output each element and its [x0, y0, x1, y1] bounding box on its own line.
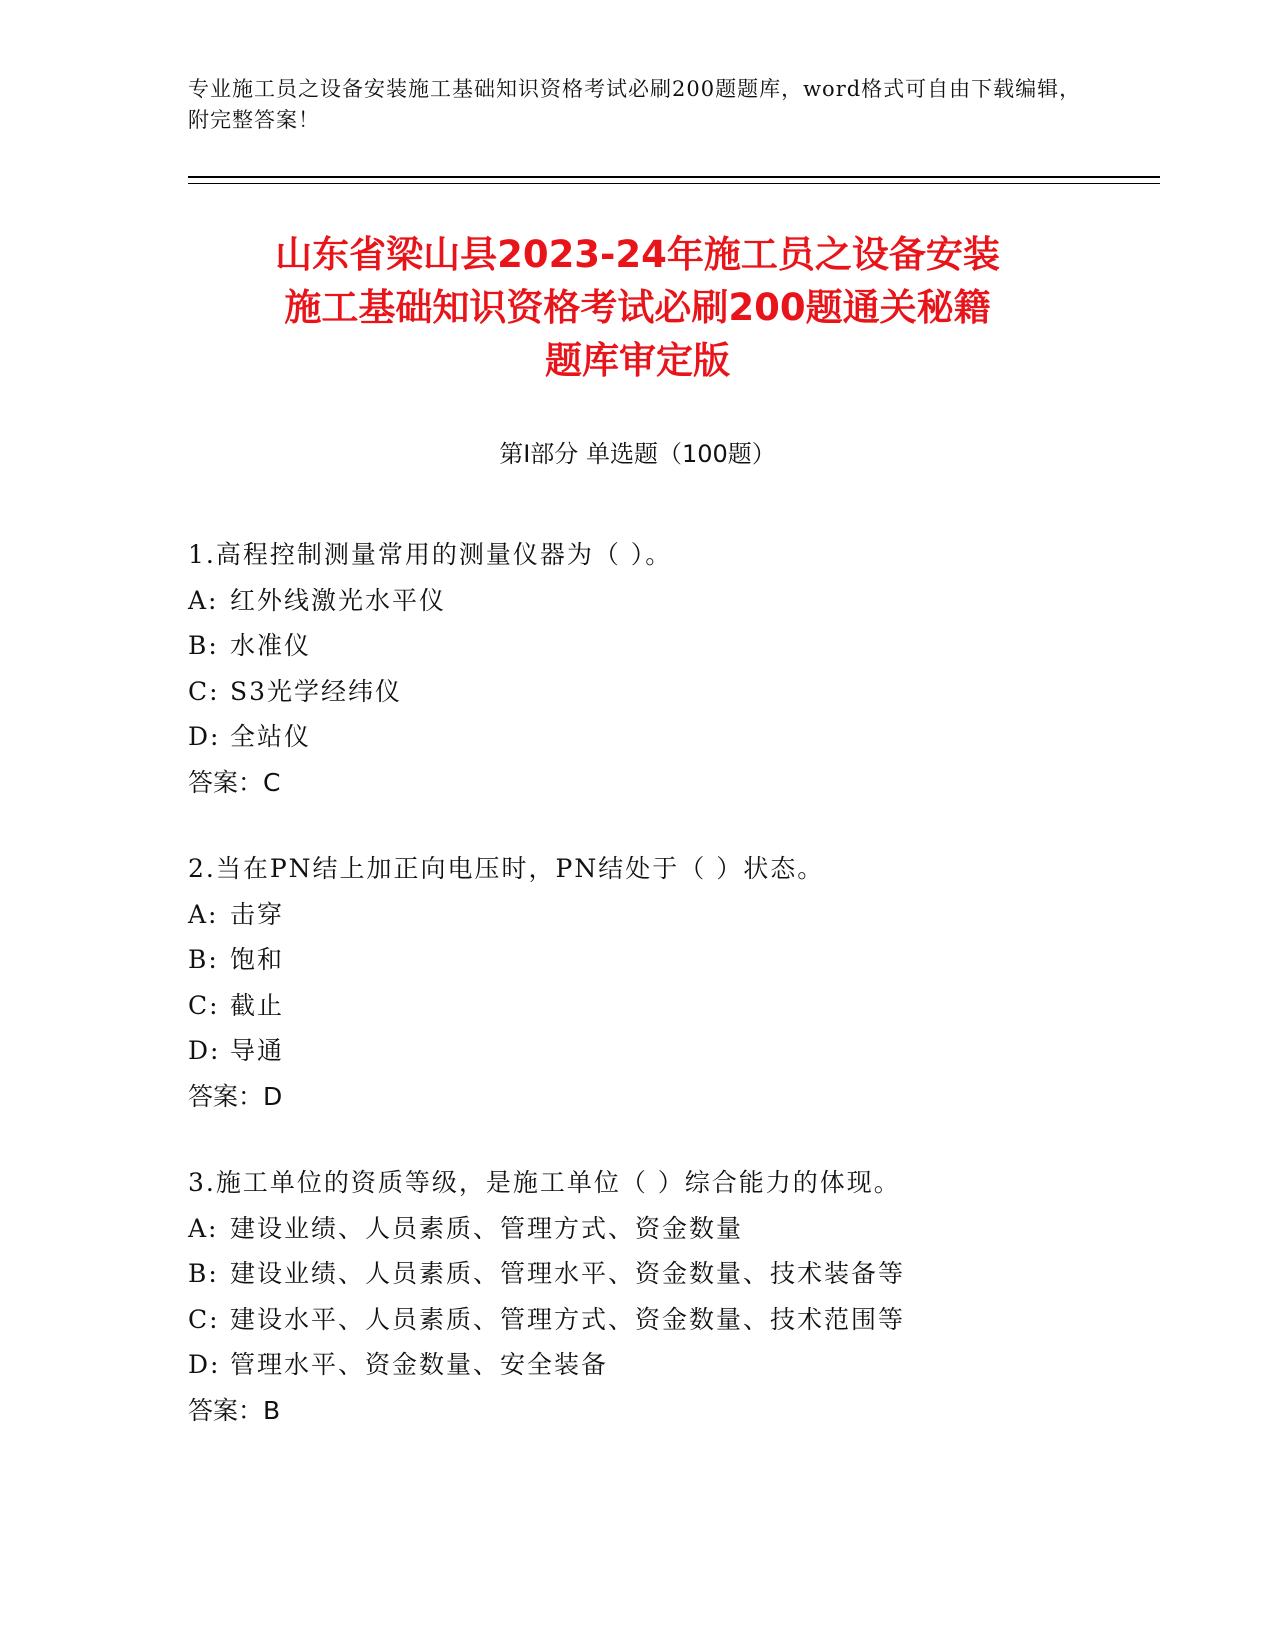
option-key: A:	[188, 1213, 219, 1243]
option-c	[188, 1297, 1148, 1343]
answer-line: 答案：B	[188, 1395, 281, 1425]
option-text: 击穿	[230, 899, 285, 929]
question-list	[188, 532, 1148, 1474]
header-divider-thin	[188, 183, 1160, 184]
option-text: 饱和	[230, 945, 285, 974]
answer-line: 答案：C	[188, 767, 281, 797]
option-text: 截止	[230, 990, 285, 1020]
option-key: D:	[188, 722, 221, 751]
option-key: C:	[188, 1304, 220, 1334]
option-a	[188, 1206, 1148, 1252]
document-title	[150, 228, 1125, 387]
option-key: B:	[188, 945, 219, 974]
option-text: 管理水平、资金数量、安全装备	[230, 1350, 609, 1379]
answer-line: 答案：D	[188, 1081, 283, 1111]
option-text: 全站仪	[230, 722, 312, 751]
option-b	[188, 623, 1148, 669]
option-text: 导通	[230, 1036, 285, 1065]
question-item	[188, 532, 1148, 805]
option-text: 红外线激光水平仪	[230, 585, 447, 615]
document-title-line-2: 施工基础知识资格考试必刷200题通关秘籍	[284, 286, 991, 329]
header-divider-thick	[188, 176, 1160, 178]
option-text: 建设业绩、人员素质、管理水平、资金数量、技术装备等	[230, 1259, 906, 1288]
option-c	[188, 983, 1148, 1029]
option-text: 建设水平、人员素质、管理方式、资金数量、技术范围等	[230, 1304, 906, 1334]
header-note: 专业施工员之设备安装施工基础知识资格考试必刷200题题库，word格式可自由下载编辑，附完整答案！	[188, 77, 1082, 132]
option-key: A:	[188, 899, 219, 929]
option-text: 建设业绩、人员素质、管理方式、资金数量	[230, 1213, 744, 1243]
option-key: C:	[188, 990, 220, 1020]
option-a	[188, 892, 1148, 938]
option-text: S3光学经纬仪	[230, 676, 403, 706]
question-item	[188, 846, 1148, 1119]
question-item	[188, 1160, 1148, 1433]
document-title-line-3: 题库审定版	[545, 339, 730, 382]
option-key: A:	[188, 585, 219, 615]
option-key: D:	[188, 1036, 221, 1065]
document-title-line-1: 山东省梁山县2023-24年施工员之设备安装	[275, 233, 1000, 276]
option-b	[188, 937, 1148, 983]
option-d	[188, 714, 1148, 760]
section-title: 第Ⅰ部分 单选题（100题）	[499, 440, 776, 468]
option-d	[188, 1028, 1148, 1074]
question-stem: 3.施工单位的资质等级，是施工单位（ ）综合能力的体现。	[188, 1168, 901, 1197]
option-d	[188, 1342, 1148, 1388]
option-key: B:	[188, 1259, 219, 1288]
option-text: 水准仪	[230, 631, 312, 660]
question-stem: 1.高程控制测量常用的测量仪器为（ ）。	[188, 540, 673, 569]
option-key: C:	[188, 676, 220, 706]
question-stem: 2.当在PN结上加正向电压时，PN结处于（ ）状态。	[188, 854, 825, 883]
option-b	[188, 1251, 1148, 1297]
option-key: B:	[188, 631, 219, 660]
option-key: D:	[188, 1350, 221, 1379]
option-c	[188, 669, 1148, 715]
option-a	[188, 578, 1148, 624]
